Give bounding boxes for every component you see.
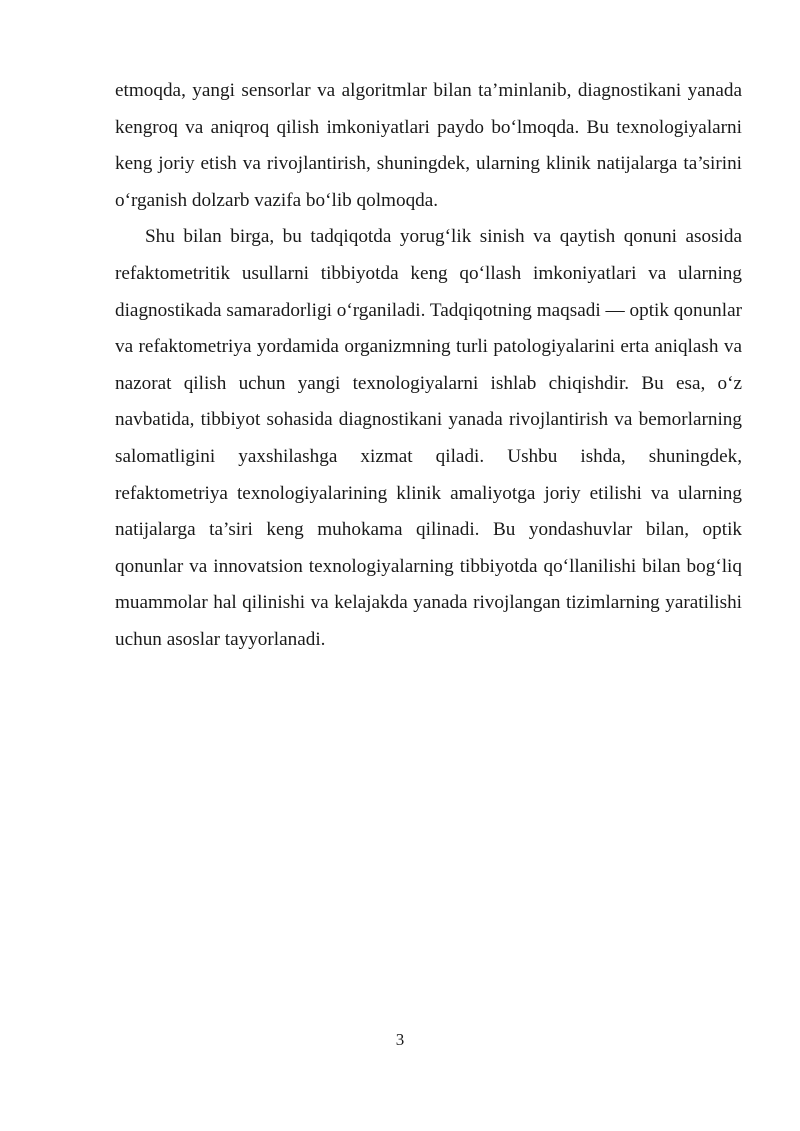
paragraph-1: etmoqda, yangi sensorlar va algoritmlar bilan ta’minlanib, diagnostikani yanada kengroq va aniqroq qilish imkoniyatlari paydo bo‘lmoqda. Bu texnologiyalarni keng joriy etish va rivojlantirish, shuningdek, ularning klinik natijalarga ta’sirini o‘rganish dolzarb vazifa bo‘lib qolmoqda. [115,80,742,211]
page-number: 3 [395,1030,405,1049]
paragraph-2: Shu bilan birga, bu tadqiqotda yorug‘lik sinish va qaytish qonuni asosida refaktometritik usullarni tibbiyotda keng qo‘llash imkoniyatlari va ularning diagnostikada samaradorligi o‘rganiladi. Tadqiqotning maqsadi — optik qonunlar va refaktometriya yordamida organizmning turli patologiyalarini erta aniqlash va nazorat qilish uchun yangi texnologiyalarni ishlab chiqishdir. Bu esa, o‘z navbatida, tibbiyot sohasida diagnostikani yanada rivojlantirish va bemorlarning salomatligini yaxshilashga xizmat qiladi. Ushbu ishda, shuningdek, refaktometriya texnologiyalarining klinik amaliyotga joriy etilishi va ularning natijalarga ta’siri keng muhokama qilinadi. Bu yondashuvlar bilan, optik qonunlar va innovatsion texnologiyalarning tibbiyotda qo‘llanilishi bilan bog‘liq muammolar hal qilinishi va kelajakda yanada rivojlangan tizimlarning yaratilishi uchun asoslar tayyorlanadi. [115,226,742,650]
body-text [115,73,742,659]
